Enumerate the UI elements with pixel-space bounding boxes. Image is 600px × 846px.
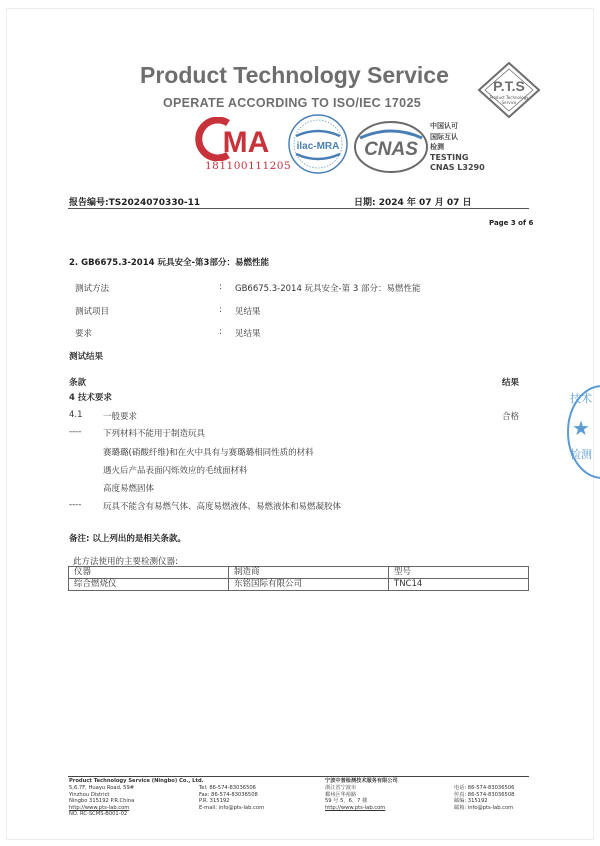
clause-number: 4.1: [69, 410, 83, 420]
table-row: [69, 579, 529, 591]
cma-number: 181100111205: [205, 160, 292, 172]
cnas-label: [430, 121, 485, 174]
cnas-label-line-4: TESTING: [430, 152, 469, 162]
iso-subtitle: OPERATE ACCORDING TO ISO/IEC 17025: [163, 96, 421, 110]
list-item: 赛璐璐(硝酸纤维)和在火中具有与赛璐璐相同性质的材料: [103, 448, 314, 458]
footer-web-link[interactable]: http://www.pts-lab.com: [69, 804, 130, 811]
page-number: Page 3 of 6: [489, 219, 534, 227]
table-cell: 综合燃烧仪: [69, 579, 229, 591]
footer-divider: [68, 776, 529, 777]
footer-contact-line: Fax: 86-574-83036508: [199, 791, 258, 798]
list-item: 玩具不能含有易燃气体、高度易燃液体、易燃液体和易燃凝胶体: [103, 502, 342, 512]
table-header-cell: 仪器: [69, 567, 229, 579]
list-dash: ----: [69, 500, 82, 510]
footer-company-cn: 宁波中普检测技术服务有限公司: [325, 778, 398, 784]
footer-contact-cn: [454, 785, 514, 811]
result-header: 结果: [502, 378, 520, 388]
report-number: 报告编号:TS2024070330-11: [69, 198, 201, 208]
cnas-label-line-3: 检测: [430, 143, 444, 151]
footer-address-cn: [325, 785, 385, 811]
pts-logo-text: P.T.S: [493, 78, 525, 94]
clause-text: 一般要求: [103, 412, 138, 422]
footer-address-line: 浙江省宁波市: [325, 785, 357, 791]
footer-contact-line: Tel: 86-574-83036506: [199, 785, 256, 791]
instrument-table-title: 此方法使用的主要检测仪器:: [73, 557, 178, 567]
method-sep: :: [219, 282, 222, 292]
ilac-logo-text: ilac-MRA: [296, 141, 340, 152]
clause-header: 条款: [69, 378, 87, 388]
section-title: 2. GB6675.3-2014 玩具安全-第3部分：易燃性能: [69, 258, 269, 268]
footer-contact-line: P.R. 315192: [199, 798, 230, 805]
table-header-cell: 制造商: [229, 567, 389, 579]
requirement-sep: :: [219, 327, 222, 337]
footer-contact-en: [199, 785, 264, 811]
stamp-text-1: 技术: [570, 392, 592, 405]
clause-result: 合格: [502, 412, 520, 422]
requirement-value: 见结果: [235, 329, 261, 339]
footer-address-line: Yinzhou District: [69, 791, 110, 798]
requirement-label: 要求: [75, 329, 93, 339]
pts-logo-caption-1: Product Technology: [489, 95, 529, 100]
cnas-label-line-2: 国际互认: [430, 132, 458, 141]
table-cell: TNC14: [389, 579, 529, 591]
pts-logo-caption-2: Service: [501, 100, 517, 105]
footer-address-line: Ningbo 315192 P.R.China: [69, 798, 135, 805]
footer-address-line: 5,6,7F, Huayu Road, 59#: [69, 785, 135, 791]
requirement-heading: 4 技术要求: [69, 393, 112, 403]
stamp-text-2: 检测: [570, 448, 592, 461]
footer-doc-number: NO. RC-SCMS-B001-02: [69, 811, 128, 818]
stamp-star-icon: ★: [572, 416, 590, 440]
ilac-mra-logo: [286, 112, 350, 176]
results-heading: 测试结果: [69, 352, 104, 362]
item-value: 见结果: [235, 307, 261, 317]
table-cell: 东铭国际有限公司: [229, 579, 389, 591]
footer-contact-line: 邮编: 315192: [454, 798, 488, 805]
footer-contact-line: E-mail: info@pts-lab.com: [199, 804, 265, 811]
footer-address-line: 59 号 5、6、7 楼: [325, 798, 368, 805]
cnas-label-line-1: 中国认可: [430, 122, 458, 130]
company-title: Product Technology Service: [140, 62, 449, 88]
cnas-logo: [352, 120, 430, 174]
footer-contact-line: 邮箱: info@pts-lab.com: [454, 804, 514, 811]
footer-address-line: 鄞州区华裕路: [325, 791, 357, 798]
report-date: 日期: 2024 年 07 月 07 日: [354, 198, 472, 208]
method-value: GB6675.3-2014 玩具安全-第 3 部分：易燃性能: [235, 284, 421, 294]
list-item: 下列材料不能用于制造玩具: [103, 429, 206, 439]
seal-stamp: [562, 382, 600, 482]
footer-contact-line: 电话: 86-574-83036506: [454, 785, 515, 791]
table-header-row: [69, 567, 529, 579]
cnas-label-line-5: CNAS L3290: [430, 163, 485, 172]
footer-address-en: [69, 785, 134, 818]
table-header-cell: 型号: [389, 567, 529, 579]
cma-logo-text: MA: [222, 126, 270, 159]
instrument-table: [68, 566, 529, 591]
pts-logo: [474, 60, 544, 120]
cma-logo: [188, 117, 278, 161]
item-label: 测试项目: [75, 307, 110, 317]
cnas-logo-text: CNAS: [364, 139, 418, 160]
item-sep: :: [219, 305, 222, 315]
header-divider: [68, 208, 529, 209]
note: 备注: 以上列出的是相关条款。: [69, 534, 186, 544]
footer-web-link[interactable]: http://www.pts-lab.com: [325, 804, 386, 811]
footer-company-en: Product Technology Service (Ningbo) Co., Ltd.: [69, 778, 204, 784]
method-label: 测试方法: [75, 284, 110, 294]
list-item: 遇火后产品表面闪烁效应的毛绒面材料: [103, 466, 248, 476]
footer-contact-line: 传真: 86-574-83036508: [454, 791, 515, 798]
list-dash: ----: [69, 427, 82, 437]
list-item: 高度易燃固体: [103, 484, 155, 494]
